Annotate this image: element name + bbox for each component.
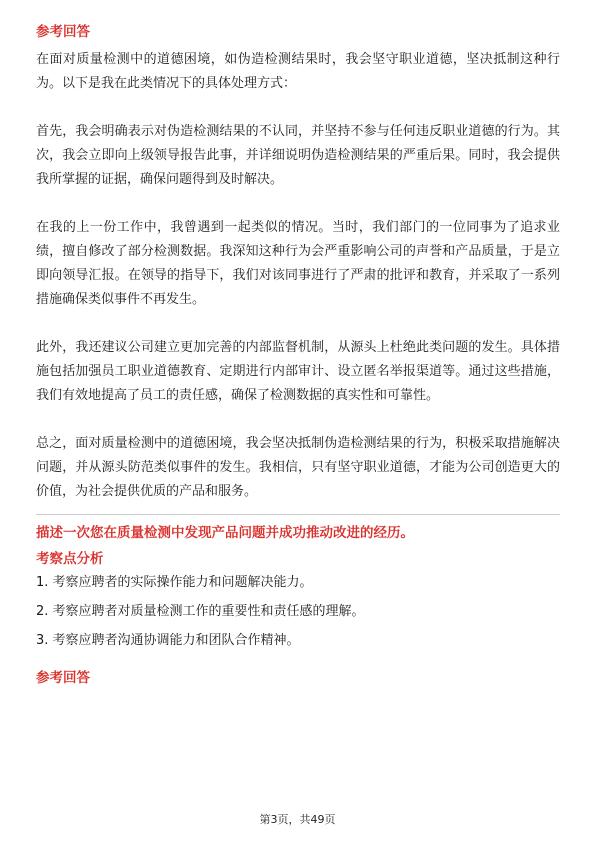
document-page (36, 22, 560, 688)
page-number-footer: 第3页，共49页 (259, 813, 336, 826)
answer-paragraph-3: 在我的上一份工作中，我曾遇到一起类似的情况。当时，我们部门的一位同事为了追求业绩，擅自修改了部分检测数据。我深知这种行为会严重影响公司的声誉和产品质量，于是立即向领导汇报。在领导的指导下，我们对该同事进行了严肃的批评和教育，并采取了一系列措施确保类似事件不再发生。 (36, 220, 560, 307)
answer-paragraph-2: 首先，我会明确表示对伪造检测结果的不认同，并坚持不参与任何违反职业道德的行为。其次，我会立即向上级领导报告此事，并详细说明伪造检测结果的严重后果。同时，我会提供我所掌握的证据，确保问题得到及时解决。 (36, 124, 560, 187)
reference-answer-heading-2: 参考回答 (36, 670, 90, 686)
analysis-point-2: 2. 考察应聘者对质量检测工作的重要性和责任感的理解。 (36, 604, 365, 619)
analysis-point-3: 3. 考察应聘者沟通协调能力和团队合作精神。 (36, 633, 300, 648)
answer-paragraph-4: 此外，我还建议公司建立更加完善的内部监督机制，从源头上杜绝此类问题的发生。具体措施包括加强员工职业道德教育、定期进行内部审计、设立匿名举报渠道等。通过这些措施，我们有效地提高了员工的责任感，确保了检测数据的真实性和可靠性。 (36, 340, 560, 403)
answer-paragraph-5: 总之，面对质量检测中的道德困境，我会坚决抵制伪造检测结果的行为，积极采取措施解决问题，并从源头防范类似事件的发生。我相信，只有坚守职业道德，才能为公司创造更大的价值，为社会提供优质的产品和服务。 (36, 436, 560, 499)
question-title: 描述一次您在质量检测中发现产品问题并成功推动改进的经历。 (36, 525, 414, 541)
reference-answer-heading: 参考回答 (36, 24, 90, 40)
analysis-point-1: 1. 考察应聘者的实际操作能力和问题解决能力。 (36, 575, 313, 590)
answer-paragraph-1: 在面对质量检测中的道德困境，如伪造检测结果时，我会坚守职业道德，坚决抵制这种行为。以下是我在此类情况下的具体处理方式： (36, 52, 560, 91)
analysis-heading: 考察点分析 (36, 551, 104, 567)
